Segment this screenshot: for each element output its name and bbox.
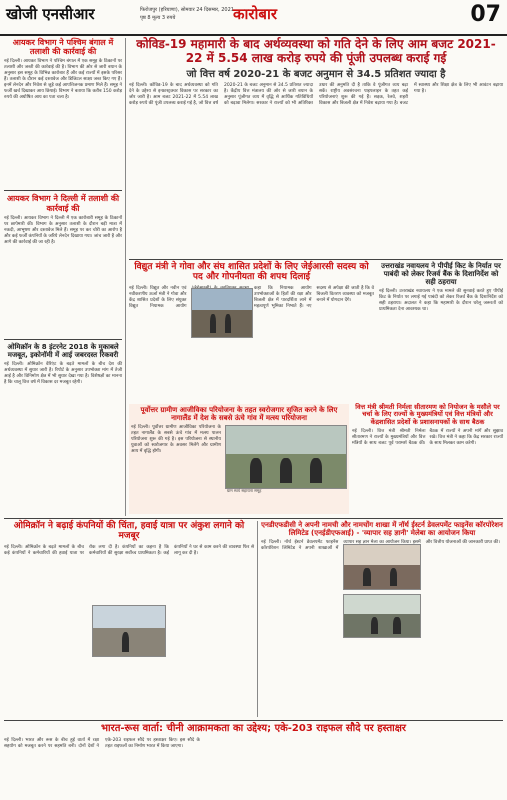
bottom-body: नई दिल्ली। भारत और रूस के बीच हुई वार्ता में रक्षा सहयोग को मजबूत करने पर सहमति बनी। दोनों देशों ने एके-203 राइफल सौदे पर हस्ताक्षर किए। इस सौदे के तहत राइफलों का निर्माण भारत में किया जाएगा।: [4, 737, 202, 749]
section-title: कारोबार: [232, 5, 277, 23]
northeast-body: नई दिल्ली। पूर्वोत्तर ग्रामीण आजीविका परियोजना के तहत नागालैंड के सबसे ऊंचे गांव में मत्स्य पालन परियोजना शुरू की गई है। इस परियोजना से स्थानीय युवाओं को स्वरोजगार के अवसर मिलेंगे और ग्रामीण आय में वृद्धि होगी।: [131, 425, 223, 455]
northeast-caption: ग्राम स्वयं सहायता समूह: [227, 488, 262, 494]
lead-body: नई दिल्ली। कोविड-19 के बाद अर्थव्यवस्था को गति देने के उद्देश्य से इन्फ्रास्ट्रक्चर विकास पर सरकार का जोर जारी है। आम बजट 2021-22 में 5.54 लाख करोड़ रुपये की पूंजी उपलब्ध कराई गई है, जो वित्त वर्ष 2020-21 के बजट अनुमान से 34.5 प्रतिशत ज्यादा है। केंद्रीय वित्त मंत्रालय की ओर से जारी बयान के अनुसार पूंजीगत व्यय में वृद्धि से आर्थिक गतिविधियों को बढ़ावा मिलेगा। सरकार ने राज्यों को भी अतिरिक्त उधार की अनुमति दी है ताकि वे पूंजीगत व्यय बढ़ा सकें। राष्ट्रीय अवसंरचना पाइपलाइन के तहत कई परियोजनाएं शुरू की गई हैं। सड़क, रेलवे, शहरी विकास और बिजली क्षेत्र में निवेश बढ़ाया गया है। बजट में स्वास्थ्य और शिक्षा क्षेत्र के लिए भी आवंटन बढ़ाया गया है।: [129, 83, 505, 107]
lead-headline: कोविड-19 महामारी के बाद अर्थव्यवस्था को गति देने के लिए आम बजट 2021-22 में 5.54 लाख करोड़ रुपये की पूंजी उपलब्ध कराई गई: [136, 37, 496, 65]
lead-story: [129, 38, 503, 256]
newspaper-logo: खोजी एनसीआर: [6, 5, 95, 23]
left-top-body: नई दिल्ली। आयकर विभाग ने पश्चिम बंगाल में एक समूह के ठिकानों पर तलाशी और जब्ती की कार्रवाई की है। विभाग की ओर से जारी बयान के अनुसार इस समूह के विभिन्न कारोबार हैं और कई राज्यों में इसके परिसर हैं। तलाशी के दौरान कई दस्तावेज और डिजिटल साक्ष्य जब्त किए गए हैं। इनमें लेनदेन और निवेश से जुड़े कई आपत्तिजनक प्रमाण मिले हैं। समूह ने फर्जी खर्च दिखाकर आय छिपाई। विभाग ने बताया कि करीब 150 करोड़ रुपये की अघोषित आय का पता चला है।: [4, 59, 124, 101]
omicron-story: [4, 521, 254, 717]
fm-story: [352, 404, 503, 514]
nedfi-body: नई दिल्ली। नॉर्थ ईस्टर्न डेवलपमेंट फाइनेंस कॉरपोरेशन लिमिटेड ने अपनी शाखाओं में व्यापार सह ज्ञान मेला का आयोजन किया। इसमें और वित्तीय योजनाओं की जानकारी प्राप्त की।: [261, 540, 500, 552]
nedfi-photo-1: [343, 544, 421, 590]
fm-headline: वित्त मंत्री श्रीमती निर्मला सीतारमण को नियोजन के मसौले पर चर्चा के लिए राज्यों के मुख्यमंत्रियों एवं वित्त मंत्रियों और केंद्रशासित प्रदेशों के प्रशासनायकों के साथ बैठक: [355, 403, 500, 426]
northeast-headline: पूर्वोत्तर ग्रामीण आजीविका परियोजना के तहत स्वरोजगार सृजित करने के लिए नागालैंड में देश के सबसे ऊंचे गांव में मत्स्य परियोजना: [140, 406, 338, 423]
nedfi-photo-2: [343, 594, 421, 638]
section-rule: [129, 259, 503, 260]
left-low-body: नई दिल्ली। ओमिक्रॉन वेरिएंट के बढ़ते मामलों के बीच देश की अर्थव्यवस्था में सुधार जारी है। रिपोर्ट के अनुसार उपभोक्ता मांग में तेजी आई है और विनिर्माण क्षेत्र में भी सुधार देखा गया है। विशेषज्ञों का मानना है कि चालू वित्त वर्ष में विकास दर मजबूत रहेगी।: [4, 361, 124, 385]
left-mid-headline: आयकर विभाग ने दिल्ली में तलाशी की कार्रवाई की: [6, 194, 120, 213]
mid-body: नई दिल्ली। विद्युत और नवीन एवं नवीकरणीय ऊर्जा मंत्री ने गोवा और केंद्र शासित प्रदेशों के लिए संयुक्त विद्युत नियामक आयोग कहा कि नियामक आयोग उपभोक्ताओं के हितों की रक्षा और बिजली क्षेत्र में पारदर्शिता लाने में महत्वपूर्ण भूमिका निभाते हैं। नए सदस्य से अपेक्षा की जाती है कि वे बिजली वितरण व्यवस्था को मजबूत बनाने में योगदान देंगे।: [129, 285, 374, 309]
masthead: [0, 0, 507, 36]
section-rule-lower: [4, 518, 503, 519]
mid-headline: विद्युत मंत्री ने गोवा और संघ शासित प्रदेशों के लिए जेईआरसी सदस्य को पद और गोपनीयता की शपथ दिलाई: [134, 262, 369, 283]
fm-body: नई दिल्ली। वित्त मंत्री श्रीमती निर्मला सीतारमण ने राज्यों के मुख्यमंत्रियों और वित्त मंत्रियों के साथ बजट पूर्व परामर्श बैठक की। बैठक में राज्यों ने अपनी मांगें और सुझाव रखे। वित्त मंत्री ने कहा कि केंद्र सरकार राज्यों के साथ मिलकर काम करेगी।: [352, 429, 505, 447]
northeast-story: [131, 406, 347, 514]
bottom-story: [4, 723, 503, 797]
mid-photo: [191, 288, 253, 338]
page-number: 07: [470, 2, 501, 27]
right-mid-headline: उत्तराखंड नवायलय ने पीपीई किट के निर्यात पर पाबंदी को लेकर रिजर्व बैंक के दिशानिर्देश को सही ठहराया: [381, 262, 501, 287]
left-top-headline: आयकर विभाग ने पश्चिम बंगाल में तलाशी की कार्रवाई की: [12, 38, 114, 57]
dateline: फिरोजपुर (हरियाणा), सोमवार 24 दिसम्बर, 2021 पृष्ठ 8 मूल्य 3 रुपये: [140, 7, 234, 21]
column-divider: [125, 38, 126, 516]
column-divider-lower: [257, 521, 258, 717]
nedfi-story: [261, 521, 503, 717]
bottom-headline: भारत-रूस वार्ता: चीनी आक्रामकता का उद्देश्य; एके-203 राइफल सौदे पर हस्ताक्षर: [101, 723, 406, 734]
omicron-body: नई दिल्ली। ओमिक्रॉन के बढ़ते मामलों के बीच कई कंपनियों ने कर्मचारियों की हवाई यात्रा पर रोक लगा दी है। कंपनियों का कहना है कि कर्मचारियों की सुरक्षा सर्वोच्च प्राथमिकता है। कई कंपनियों ने घर से काम करने की व्यवस्था फिर से लागू कर दी है।: [4, 544, 256, 556]
right-mid-body: नई दिल्ली। उत्तराखंड नवायलय ने एक मामले की सुनवाई करते हुए पीपीई किट के निर्यात पर लगाई गई पाबंदी को लेकर रिजर्व बैंक के दिशानिर्देश को सही ठहराया। अदालत ने कहा कि महामारी के दौरान घरेलू जरूरतों को प्राथमिकता देना आवश्यक था।: [379, 289, 505, 313]
mid-story: [129, 262, 374, 402]
left-low-headline: ओमिक्रॉन के 8 इंटरनेट 2018 के मुकाबले मजबूत, इकोनॉमी में आई जबरदस्त रिकवरी: [7, 342, 119, 359]
left-mid-body: नई दिल्ली। आयकर विभाग ने दिल्ली में एक कारोबारी समूह के ठिकानों पर छापेमारी की। विभाग के अनुसार तलाशी के दौरान बड़ी मात्रा में नकदी, आभूषण और दस्तावेज मिले हैं। समूह पर कर चोरी का आरोप है और कई फर्जी कंपनियों के जरिये लेनदेन दिखाया गया। जांच जारी है और आगे की कार्रवाई की जा रही है।: [4, 215, 124, 245]
left-column: [4, 38, 122, 516]
nedfi-headline: एनडीएफडीसी ने अपनी नामची और नामचोंग शाखा में नॉर्थ ईस्टर्न डेवलपमेंट फाइनेंस कॉरपोरेशन लिमिटेड (एनईडीएफआई) - 'व्यापार सह ज्ञानी' मेलेबा का आयोजन किया: [261, 521, 503, 538]
section-rule-bottom: [4, 720, 503, 721]
lead-deck: जो वित्त वर्ष 2020-21 के बजट अनुमान से 34.5 प्रतिशत ज्यादा है: [186, 68, 446, 80]
right-mid-story: [379, 262, 503, 402]
northeast-photo: [225, 425, 347, 489]
omicron-photo: [92, 605, 166, 657]
omicron-headline: ओमिक्रॉन ने बढ़ाई कंपनियों की चिंता, हवाई यात्रा पर अंकुश लगाने को मजबूर: [13, 521, 245, 542]
